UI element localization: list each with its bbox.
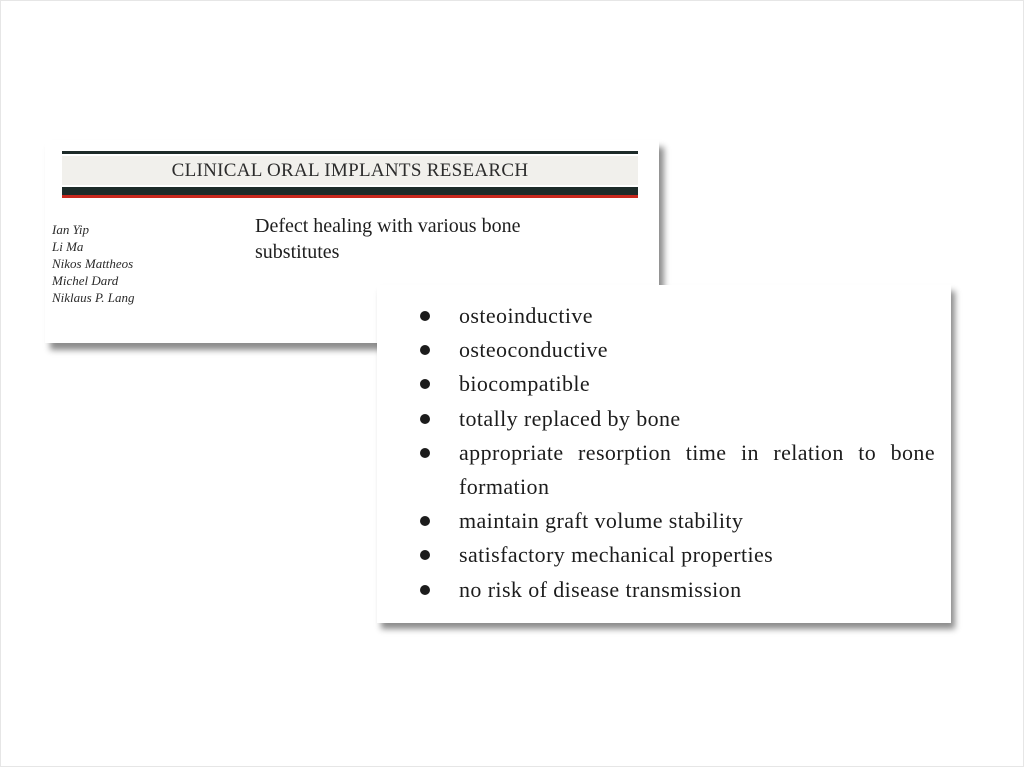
list-item-text: totally replaced by bone — [459, 405, 681, 431]
list-item-text: maintain graft volume stability — [459, 508, 744, 534]
author: Michel Dard — [52, 273, 119, 288]
list-item — [415, 538, 935, 572]
bullet-icon — [420, 379, 430, 389]
list-item-text: appropriate resorption time in relation to bone formation — [459, 439, 935, 500]
list-item — [415, 299, 935, 333]
bullet-icon — [420, 345, 430, 355]
list-item-text: osteoinductive — [459, 303, 593, 328]
bullet-icon — [420, 311, 430, 321]
list-item — [415, 367, 935, 401]
list-item-text: no risk of disease transmission — [459, 576, 742, 602]
header-rule-top — [62, 151, 638, 154]
list-item-text: biocompatible — [459, 371, 591, 397]
journal-name: CLINICAL ORAL IMPLANTS RESEARCH — [171, 160, 529, 181]
author: Ian Yip — [52, 222, 89, 237]
author: Niklaus P. Lang — [52, 290, 135, 305]
article-title-line: Defect healing with various bone — [255, 215, 521, 237]
list-item — [415, 573, 935, 607]
bullet-icon — [420, 550, 430, 560]
list-item-text: osteoconductive — [459, 337, 608, 363]
bullet-icon — [420, 414, 430, 424]
author-list — [52, 221, 134, 306]
author: Li Ma — [52, 239, 84, 254]
list-item — [415, 333, 935, 367]
list-item — [415, 504, 935, 538]
article-title — [255, 213, 615, 265]
list-item — [415, 436, 935, 504]
header-rule-red — [62, 195, 638, 198]
list-item-text: satisfactory mechanical properties — [459, 542, 774, 568]
list-item — [415, 402, 935, 436]
bullet-icon — [420, 448, 430, 458]
author: Nikos Mattheos — [52, 256, 134, 271]
bullet-icon — [420, 585, 430, 595]
article-title-line: substitutes — [255, 241, 340, 263]
properties-list — [415, 299, 935, 607]
bullet-icon — [420, 516, 430, 526]
header-rule-bottom — [62, 187, 638, 195]
properties-card — [377, 285, 951, 623]
journal-header — [62, 151, 638, 199]
